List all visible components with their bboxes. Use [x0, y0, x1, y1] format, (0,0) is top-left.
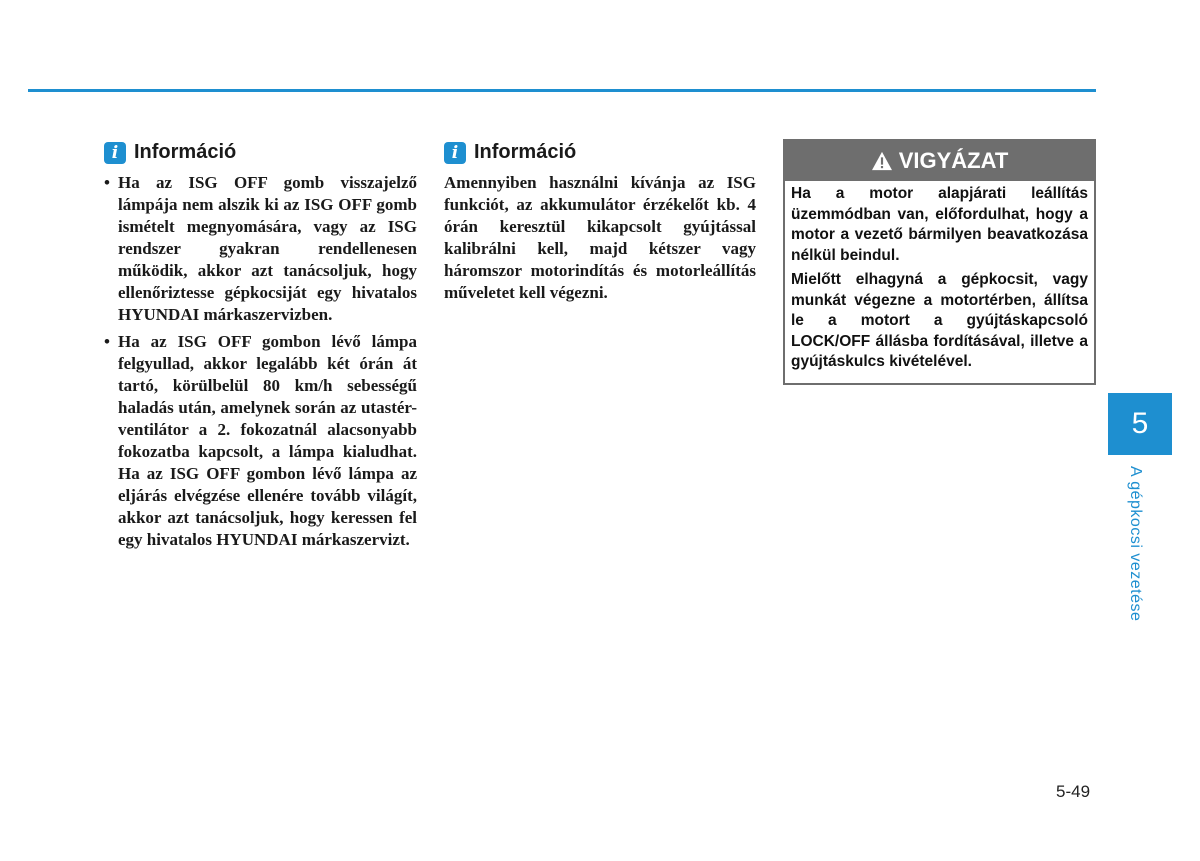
chapter-tab: 5 — [1108, 393, 1172, 455]
info-header-2 — [444, 141, 576, 164]
list-item-text: Ha az ISG OFF gomb visszajelző lámpája nem alszik ki az ISG OFF gomb ismételt megnyomására, vagy az ISG rendszer gyakran rendellenesen működik, akkor azt tanácsoljuk, hogy ellenőriztesse gépkocsiját egy hivatalos HYUNDAI márkaszervizben. — [118, 173, 417, 324]
info-column-1 — [104, 172, 417, 556]
caution-body — [785, 181, 1094, 383]
bullet-list — [104, 172, 417, 551]
list-item: • Ha az ISG OFF gombon lévő lámpa felgyullad, akkor legalább két órán át tartó, körülbelül 80 km/h sebességű haladás után, amelynek során az utastér-ventilátor a 2. fokozatnál alacsonyabb fokozatba kapcsolt, a lámpa kialudhat. Ha az ISG OFF gombon lévő lámpa az eljárás elvégzése ellenére tovább világít, akkor azt tanácsoljuk, hogy keressen fel egy hivatalos HYUNDAI márkaszervizt. — [104, 332, 417, 549]
info-icon: i — [104, 142, 126, 164]
caution-box — [783, 139, 1096, 385]
caution-paragraph: Mielőtt elhagyná a gépkocsit, vagy munkát végezne a motortérben, állítsa le a motort a gyújtáskapcsoló LOCK/OFF állásba fordításával, illetve a gyújtáskulcs kivételével. — [791, 271, 1088, 370]
info-icon: i — [444, 142, 466, 164]
chapter-label: A gépkocsi vezetése — [1127, 466, 1144, 622]
page-number: 5-49 — [1056, 782, 1091, 801]
info-header-1 — [104, 141, 236, 164]
list-item: • Ha az ISG OFF gomb visszajelző lámpája nem alszik ki az ISG OFF gomb ismételt megnyomására, vagy az ISG rendszer gyakran rendellenesen működik, akkor azt tanácsoljuk, hogy ellenőriztesse gépkocsiját egy hivatalos HYUNDAI márkaszervizben. — [104, 173, 417, 324]
top-rule — [28, 89, 1096, 92]
list-item-text: Ha az ISG OFF gombon lévő lámpa felgyullad, akkor legalább két órán át tartó, körülbelül 80 km/h sebességű haladás után, amelynek során az utastér-ventilátor a 2. fokozatnál alacsonyabb fokozatba kapcsolt, a lámpa kialudhat. Ha az ISG OFF gombon lévő lámpa az eljárás elvégzése ellenére tovább világít, akkor azt tanácsoljuk, hogy keressen fel egy hivatalos HYUNDAI márkaszervizt. — [118, 332, 417, 549]
info-title-1: Információ — [134, 141, 237, 163]
info-text-2: Amennyiben használni kívánja az ISG funkciót, az akkumulátor érzékelőt kb. 4 órán keresztül kikapcsolt gyújtással kalibrálni kell, majd kétszer vagy háromszor motorindítás és motorleállítás műveletet kell végezni. — [444, 173, 756, 302]
warning-triangle-icon — [871, 151, 893, 171]
caution-title: VIGYÁZAT — [898, 148, 1009, 173]
caution-paragraph: Ha a motor alapjárati leállítás üzemmódban van, előfordulhat, hogy a motor a vezető bármilyen beavatkozása nélkül beindul. — [791, 185, 1088, 264]
caution-header — [785, 141, 1094, 181]
info-title-2: Információ — [474, 141, 577, 163]
